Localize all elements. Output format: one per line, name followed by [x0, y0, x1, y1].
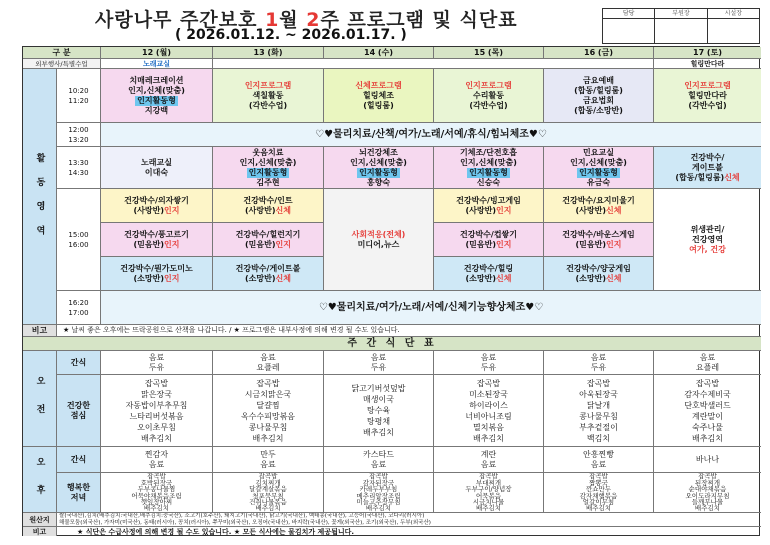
page-title: 사랑나무 주간보호 1월 2주 프로그램 및 식단표: [95, 9, 518, 31]
program-thu-pm1: 기체조/단전호흡 인지,신체(맞춤) 인지활동형 신승숙: [434, 147, 544, 189]
schedule-table: [22, 46, 760, 536]
program-thu-pm2-group: 건강박수/컵쌓기 (믿음반)인지: [434, 223, 544, 257]
menu-snack_am-cell: 음료 요플레: [654, 351, 761, 375]
program-mon-am: 치매레크레이션 인지,신체(맞춤) 인지활동형 지강백: [101, 69, 213, 123]
outside-sat: 힐링만다라: [654, 59, 761, 69]
program-tue-pm2-group: 건강박수/인트 (사랑반)신체: [213, 189, 324, 223]
menu-snack_pm-cell: 안흥찐빵 음료: [544, 447, 654, 473]
evening-activities: ♡♥물리치료/여가/노래/서예/신체기능향상체조♥♡: [101, 291, 761, 325]
program-fri-pm1: 민요교실 인지,신체(맞춤) 인지활동형 유금숙: [544, 147, 654, 189]
program-mon-pm2-group: 건강박수/뭔가도미노 (소망반)인지: [101, 257, 213, 291]
snack-label: 간식: [57, 351, 101, 375]
origin-info: 쌀(국내산),김치(배추김치:국내산,배추김치:중국산), 소고기(호주산), 돼지고기(국내산), 닭고기(국내산), 백태콩(국내산), 고등어(국내산), 코다리(러시아) 해물모둠(외국산), 가자미(미국산), 동태(러시아), 꽁치(러시아), 쭈꾸미(외국산), 오징어(국내산), 바지락(국내산), 꽃게(외국산), 조기(외국산), 두부(외국산): [57, 513, 761, 527]
menu-snack_am-cell: 음료 두유: [434, 351, 544, 375]
menu-snack_am-cell: 음료 두유: [324, 351, 434, 375]
header-day: 12 (월): [101, 47, 213, 59]
time-slot: 13:30 14:30: [57, 147, 101, 189]
time-slot: 10:20 11:20: [57, 69, 101, 123]
program-fri-pm2-group: 건강박수/바운스게임 (믿음반)인지: [544, 223, 654, 257]
outside-label: 외부행사/특별수업: [23, 59, 101, 69]
menu-dinner-cell: 잡곡밥 호박된장국 두부콩나물찜 어묵야채볶음조림 깻잎장아찌 배추김치: [101, 473, 213, 513]
program-fri-pm2-group: 건강박수/양궁게임 (소망반)신체: [544, 257, 654, 291]
dinner-label: 행복한 저녁: [57, 473, 101, 513]
menu-title: 주 간 식 단 표: [23, 337, 761, 351]
program-tue-am: 인지프로그램 색칠활동 (각반수업): [213, 69, 324, 123]
program-thu-am: 인지프로그램 수리활동 (각반수업): [434, 69, 544, 123]
time-slot: 12:00 13:20: [57, 123, 101, 147]
pm-label: 오 후: [23, 447, 57, 513]
program-mon-pm1: 노래교실 이대숙: [101, 147, 213, 189]
program-note: ★ 날씨 좋은 오후에는 뜨락공원으로 산책을 나갑니다. / ★ 프로그램은 내부사정에 의해 변경 될 수도 있습니다.: [57, 325, 761, 337]
program-wed-pm2: 사회적응(전체) 미디어,뉴스: [324, 189, 434, 291]
approval-box: 담당 부원장 시설장: [602, 8, 760, 44]
menu-dinner-cell: 잡곡밥 짬뽕국 깐쇼만두 감자채햄볶음 얼갈이무침 배추김치: [544, 473, 654, 513]
menu-lunch-cell: 닭고기버섯덮밥 매생이국 탕수육 탕평채 배추김치: [324, 375, 434, 447]
program-tue-pm1: 웃음치료 인지,신체(맞춤) 인지활동형 김주현: [213, 147, 324, 189]
menu-snack_am-cell: 음료 두유: [101, 351, 213, 375]
program-wed-am: 신체프로그램 힐링체조 (힐링룸): [324, 69, 434, 123]
program-fri-pm2-group: 건강박수/요지미울기 (사랑반)신체: [544, 189, 654, 223]
program-thu-pm2-group: 건강박수/힐링 (소망반)신체: [434, 257, 544, 291]
menu-lunch-cell: 잡곡밥 미소된장국 하이라이스 너비아니조림 멸치볶음 배추김치: [434, 375, 544, 447]
program-tue-pm2-group: 건강박수/게이트볼 (소망반)신체: [213, 257, 324, 291]
program-wed-pm1: 뇌건강체조 인지,신체(맞춤) 인지활동형 홍향숙: [324, 147, 434, 189]
origin-label: 원산지: [23, 513, 57, 527]
outside-mon: 노래교실: [101, 59, 213, 69]
program-sat-am: 인지프로그램 힐링만다라 (각반수업): [654, 69, 761, 123]
header-day: 15 (목): [434, 47, 544, 59]
menu-lunch-cell: 잡곡밥 맑은장국 자동밥이부추무침 느타리버섯볶음 오이초무침 배추김치: [101, 375, 213, 447]
lunch-label: 건강한 점심: [57, 375, 101, 447]
menu-lunch-cell: 잡곡밥 감자수제비국 단호박샐러드 계란말이 숙주나물 배추김치: [654, 375, 761, 447]
program-tue-pm2-group: 건강박수/힐런지기 (믿음반)인지: [213, 223, 324, 257]
header-gubun: 구 분: [23, 47, 101, 59]
header-day: 13 (화): [213, 47, 324, 59]
date-range: ( 2026.01.12. ~ 2026.01.17. ): [175, 27, 407, 43]
program-sat-pm2: 위생관리/ 건강영역 여가, 건강: [654, 189, 761, 291]
header-day: 16 (금): [544, 47, 654, 59]
note-label: 비고: [23, 325, 57, 337]
snack-label: 간식: [57, 447, 101, 473]
am-label: 오 전: [23, 351, 57, 447]
time-slot: 15:00 16:00: [57, 189, 101, 291]
menu-snack_pm-cell: 찐감자 음료: [101, 447, 213, 473]
menu-snack_pm-cell: 바나나: [654, 447, 761, 473]
menu-snack_pm-cell: 카스타드 음료: [324, 447, 434, 473]
header-day: 17 (토): [654, 47, 761, 59]
menu-lunch-cell: 잡곡밥 아욱된장국 닭날개 콩나물무침 부추겉절이 백김치: [544, 375, 654, 447]
header-day: 14 (수): [324, 47, 434, 59]
activity-label: 활 동 영 역: [23, 69, 57, 325]
menu-snack_am-cell: 음료 두유: [544, 351, 654, 375]
menu-note: ★ 식단은 수급사정에 의해 변경 될 수도 있습니다. ★ 모든 식사에는 물김치가 제공됩니다.: [77, 527, 355, 536]
midday-activities: ♡♥물리치료/산책/여가/노래/서예/휴식/힘뇌체조♥♡: [101, 123, 761, 147]
program-fri-am: 금요예배 (합동/힐링룸) 금요법회 (합동/소망반): [544, 69, 654, 123]
menu-snack_am-cell: 음료 요플레: [213, 351, 324, 375]
time-slot: 16:20 17:00: [57, 291, 101, 325]
menu-dinner-cell: 잡곡밥 김치찌개 달걀계살볶음 청포묵무침 건취나물볶음 배추김치: [213, 473, 324, 513]
menu-snack_pm-cell: 만두 음료: [213, 447, 324, 473]
menu-dinner-cell: 잡곡밥 된장찌개 순대야채볶음 오이도라지무침 들깨무나물 배추김치: [654, 473, 761, 513]
menu-snack_pm-cell: 계란 음료: [434, 447, 544, 473]
menu-dinner-cell: 잡곡밥 감자된장국 카레두부부침 메추리알장조림 미늘고추장무침 배추김치: [324, 473, 434, 513]
program-sat-pm1: 건강박수/ 게이트볼 (합동/힐링룸)신체: [654, 147, 761, 189]
program-mon-pm2-group: 건강박수/의자쌓기 (사랑반)인지: [101, 189, 213, 223]
menu-lunch-cell: 잡곡밥 시금치맑은국 달걀찜 옥수수피망볶음 콩나물무침 배추김치: [213, 375, 324, 447]
note-label: 비고: [23, 527, 57, 536]
program-thu-pm2-group: 건강박수/빙고게임 (사랑반)인지: [434, 189, 544, 223]
program-mon-pm2-group: 건강박수/풍고르기 (믿음반)인지: [101, 223, 213, 257]
menu-dinner-cell: 잡곡밥 부대찌개 두부구이/양념장 어묵볶음 시금치나물 배추김치: [434, 473, 544, 513]
